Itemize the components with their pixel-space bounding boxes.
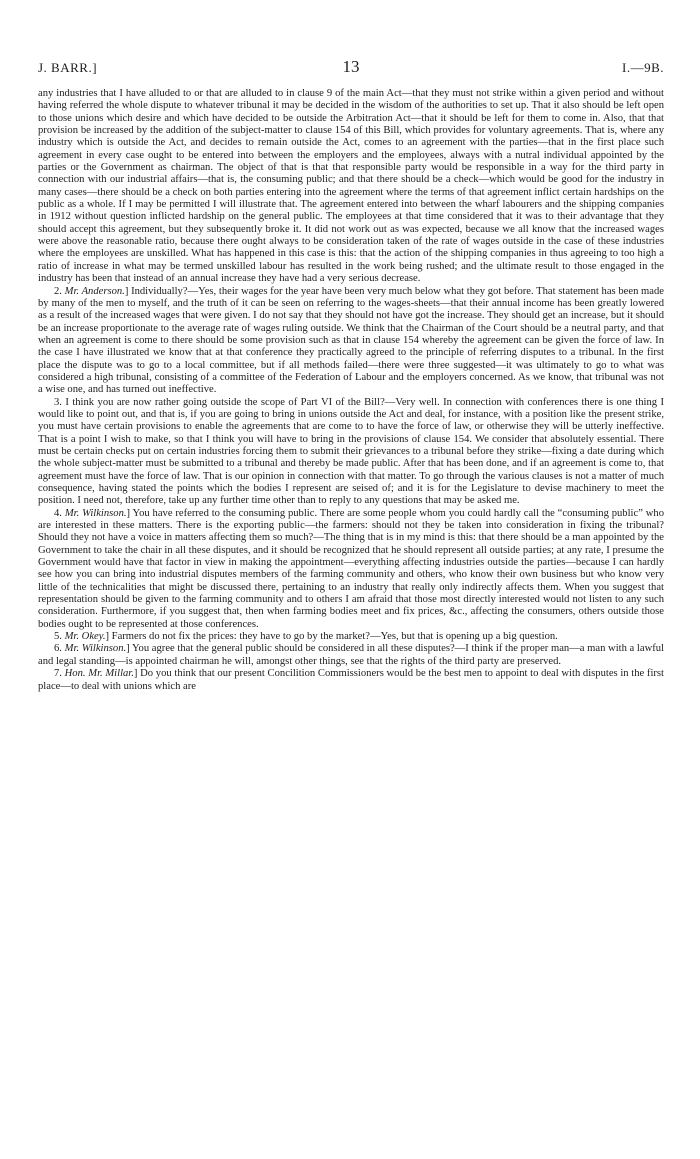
question-number: 3. (54, 396, 62, 408)
question-number: 7. (54, 668, 62, 680)
paragraph-text: ] You have referred to the consuming public. There are some people whom you could hardly call the “consuming public” who are interested in these matters. There is the exporting public—the farmers: should not they be taken into consideration in fixing the tribunal? Should they not have a voice in matters affecting them so much?—The thing that is in my mind is this: that there should be a man appointed by the Government to take the chair in all these disputes, and it should be recognized that he should represent all outside parties; at any rate, I presume the Government would have that factor in view in making the appointment—everything affecting industries outside the parties—because I can hardly see how you can bring into industrial disputes members of the farming community and others, who know their own business but who know very little of the technicalities that might be discussed there, pertaining to an industry that really only indirectly affects them. When you suggest that representation should be given to the farming community and to others I am afraid that those most directly interested would not listen to any such consideration. Furthermore, if you suggest that, then when farming bodies meet and fix prices, &c., affecting the consumers, others outside those bodies ought to be represented at those conferences. (38, 507, 664, 630)
document-reference: I.—9B. (622, 60, 664, 75)
paragraph-1 (38, 88, 664, 286)
page-header (38, 57, 664, 88)
question-number: 6. (54, 643, 62, 655)
document-body (38, 88, 664, 693)
paragraph-text: I think you are now rather going outside the scope of Part VI of the Bill?—Very well. In connection with conferences there is one thing I would like to point out, and that is, if you are going to bring in unions outside the Act and deal, for instance, with a position like the present strike, you must have certain provisions to enable the agreements that are come to to have the force of law, or otherwise they will be utterly ineffective. That is a point I wish to make, so that I think you will have to bring in the provisions of clause 154. We consider that absolutely essential. There must be certain checks put on certain industries forcing them to submit their grievances to a tribunal before they strike—fixing a date during which the whole subject-matter must be submitted to a tribunal and thereby be made public. After that has been done, and if an agreement is come to, that agreement must have the force of law. That is our opinion in connection with that matter. To go through the various clauses is not a matter of much consequence, having stated the points which the bodies I represent are seised of; and it is for the Legislature to devise machinery to meet the position. I need not, therefore, take up any further time other than to reply to any questions that may be asked me. (38, 396, 664, 507)
speaker-name: Mr. Wilkinson. (64, 643, 127, 655)
header-witness-name: J. BARR.] (38, 60, 98, 75)
question-7 (38, 668, 664, 693)
question-6 (38, 643, 664, 668)
paragraph-text: ] Individually?—Yes, their wages for the year have been very much below what they got before. That statement has been made by many of the men to myself, and the truth of it can be seen on referring to the wages-sheets—that their annual income has been greatly lowered as a result of the increased wages that were given. I do not say that they should not have got the increase. They should get an increase, but it should be an increase proportionate to the average rate of wages ruling outside. We think that the Chairman of the Court should be a neutral party, and that when an agreement is come to there should be some provision such as that in clause 154 whereby the agreement can be given the force of law. In the case I have illustrated we know that at that conference they practically agreed to the principle of referring disputes to a tribunal. In the first place the dispute was to go to a local committee, but if all methods failed—there were three suggested—it was ultimately to go to what was considered a high tribunal, consisting of a committee of the Federation of Labour and the employers concerned. As we know, that tribunal was not a wise one, and has turned out ineffective. (38, 285, 664, 396)
paragraph-text: any industries that I have alluded to or that are alluded to in clause 9 of the main Act—that they must not strike within a given period and without having referred the whole dispute to whatever tribunal it may be decided in the wisdom of the authorities to set up. That it also should be left open to those unions which desire and which have decided to be outside the Arbitration Act—that it should be left for them to come in. Also, that that provision be increased by the addition of the subject-matter to clause 154 of this Bill, which provides for voluntary agreements. That is, where any industry which is outside the Act, and decides to remain outside the Act, comes to an agreement with the parties—that in the first place such agreement in every case ought to be entered into between the employers and the employees, always with a nutral individual appointed by the parties or the Government as chairman. The object of that is that that responsible party would be responsible in a way for the third party in connection with our industrial affairs—that is, the consuming public; and that there should be a check—which would be good for the industry in many cases—there should be a check on both parties entering into the agreement where the terms of that agreement inflict certain hardships on the public as a whole. If I may be permitted I will illustrate that. The agreement entered into between the wharf labourers and the shipping companies in 1912 without question inflicted hardship on the general public. The employees at that time considered that it was to their advantage that they should accept this agreement, but they subsequently broke it. It did not work out as was expected, because we all know that the increased wages were above the reasonable ratio, because there ought always to be consideration taken of the rate of wages outside in the case of these industries where the employees are unskilled. What has happened in this case is this: that the action of the shipping companies in thus agreeing to too high a ratio of increase in what may be termed unskilled labour has resulted in the work being rushed; and the ultimate result to those engaged in the industry has been that instead of an annual increase they have had a very serious decrease. (38, 88, 664, 285)
question-number: 4. (54, 507, 62, 519)
speaker-name: Mr. Wilkinson. (64, 507, 127, 519)
question-number: 2. (54, 285, 62, 297)
question-2 (38, 286, 664, 397)
speaker-name: Hon. Mr. Millar. (64, 668, 134, 680)
question-number: 5. (54, 631, 62, 643)
question-4 (38, 508, 664, 631)
speaker-name: Mr. Okey. (64, 631, 106, 643)
paragraph-text: ] You agree that the general public should be considered in all these disputes?—I think if the proper man—a man with a lawful and legal standing—is appointed chairman he will, amongst other things, see that the rights of the third party are preserved. (38, 643, 664, 667)
question-3 (38, 397, 664, 508)
question-5 (38, 631, 664, 643)
paragraph-text: ] Do you think that our present Concilition Commissioners would be the best men to appoint to deal with disputes in the first place—to deal with unions which are (38, 668, 664, 692)
paragraph-text: ] Farmers do not fix the prices: they have to go by the market?—Yes, but that is opening up a big question. (105, 631, 558, 643)
speaker-name: Mr. Anderson. (64, 285, 125, 297)
page-number: 13 (342, 57, 360, 76)
